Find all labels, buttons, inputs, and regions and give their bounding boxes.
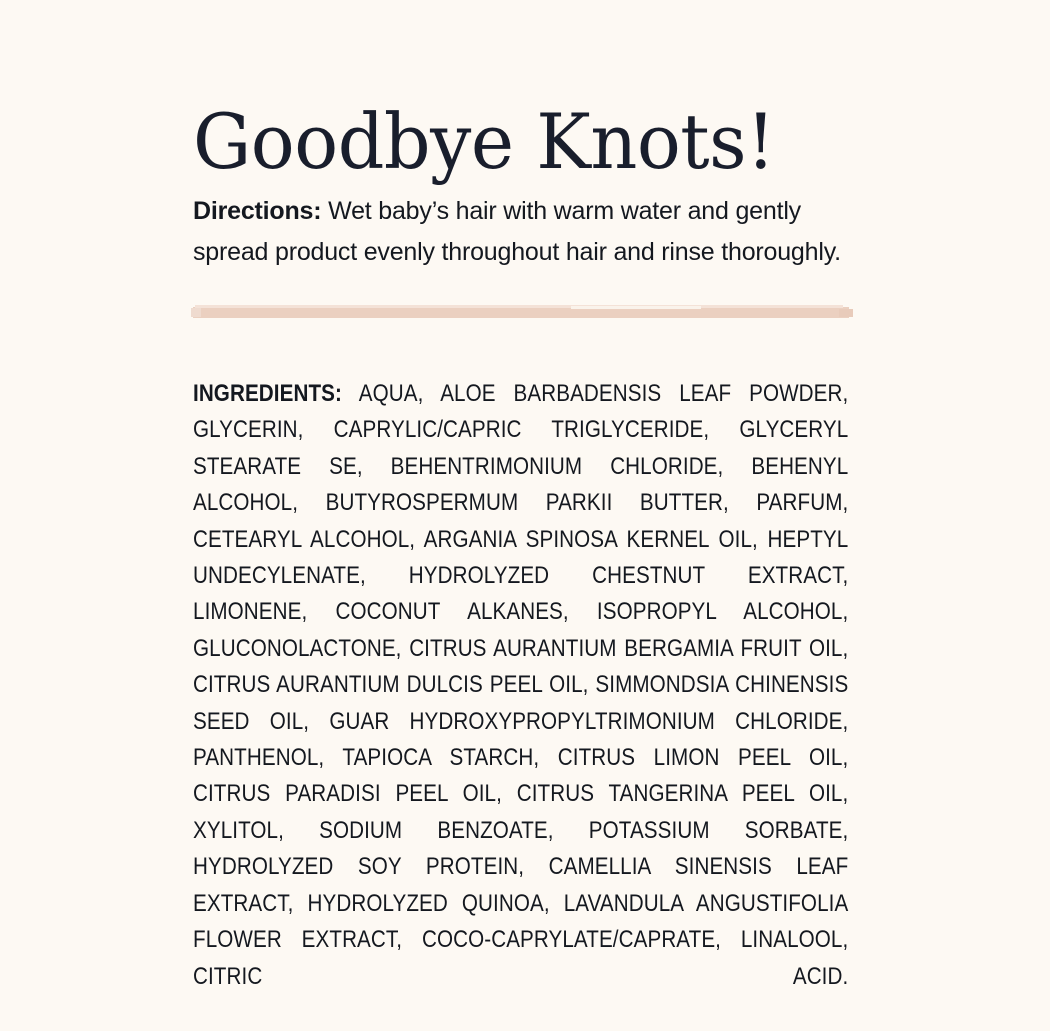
divider-right-cap	[839, 309, 853, 317]
ingredients-body: AQUA, ALOE BARBADENSIS LEAF POWDER, GLYCERIN, CAPRYLIC/CAPRIC TRIGLYCERIDE, GLYCERYL STEARATE SE, BEHENTRIMONIUM CHLORIDE, BEHENYL ALCOHOL, BUTYROSPERMUM PARKII BUTTER, PARFUM, CETEARYL ALCOHOL, ARGANIA SPINOSA KERNEL OIL, HEPTYL UNDECYLENATE, HYDROLYZED CHESTNUT EXTRACT, LIMONENE, COCONUT ALKANES, ISOPROPYL ALCOHOL, GLUCONOLACTONE, CITRUS AURANTIUM BERGAMIA FRUIT OIL, CITRUS AURANTIUM DULCIS PEEL OIL, SIMMONDSIA CHINENSIS SEED OIL, GUAR HYDROXYPROPYLTRIMONIUM CHLORIDE, PANTHENOL, TAPIOCA STARCH, CITRUS LIMON PEEL OIL, CITRUS PARADISI PEEL OIL, CITRUS TANGERINA PEEL OIL, XYLITOL, SODIUM BENZOATE, POTASSIUM SORBATE, HYDROLYZED SOY PROTEIN, CAMELLIA SINENSIS LEAF EXTRACT, HYDROLYZED QUINOA, LAVANDULA ANGUSTIFOLIA FLOWER EXTRACT, COCO-CAPRYLATE/CAPRATE, LINALOOL, CITRIC ACID.	[193, 380, 849, 990]
ingredients-paragraph	[193, 376, 848, 1031]
divider-highlight	[195, 305, 843, 308]
directions-paragraph	[193, 191, 841, 273]
divider-left-cap	[191, 308, 201, 317]
page-title: Goodbye Knots!	[193, 96, 775, 186]
divider-main-bar	[193, 307, 849, 318]
directions-body: Wet baby’s hair with warm water and gently spread product evenly throughout hair and rinse thoroughly.	[193, 197, 841, 266]
ingredients-label: INGREDIENTS:	[193, 380, 342, 407]
section-divider	[191, 302, 853, 322]
directions-label: Directions:	[193, 197, 322, 225]
divider-gap	[571, 306, 701, 309]
